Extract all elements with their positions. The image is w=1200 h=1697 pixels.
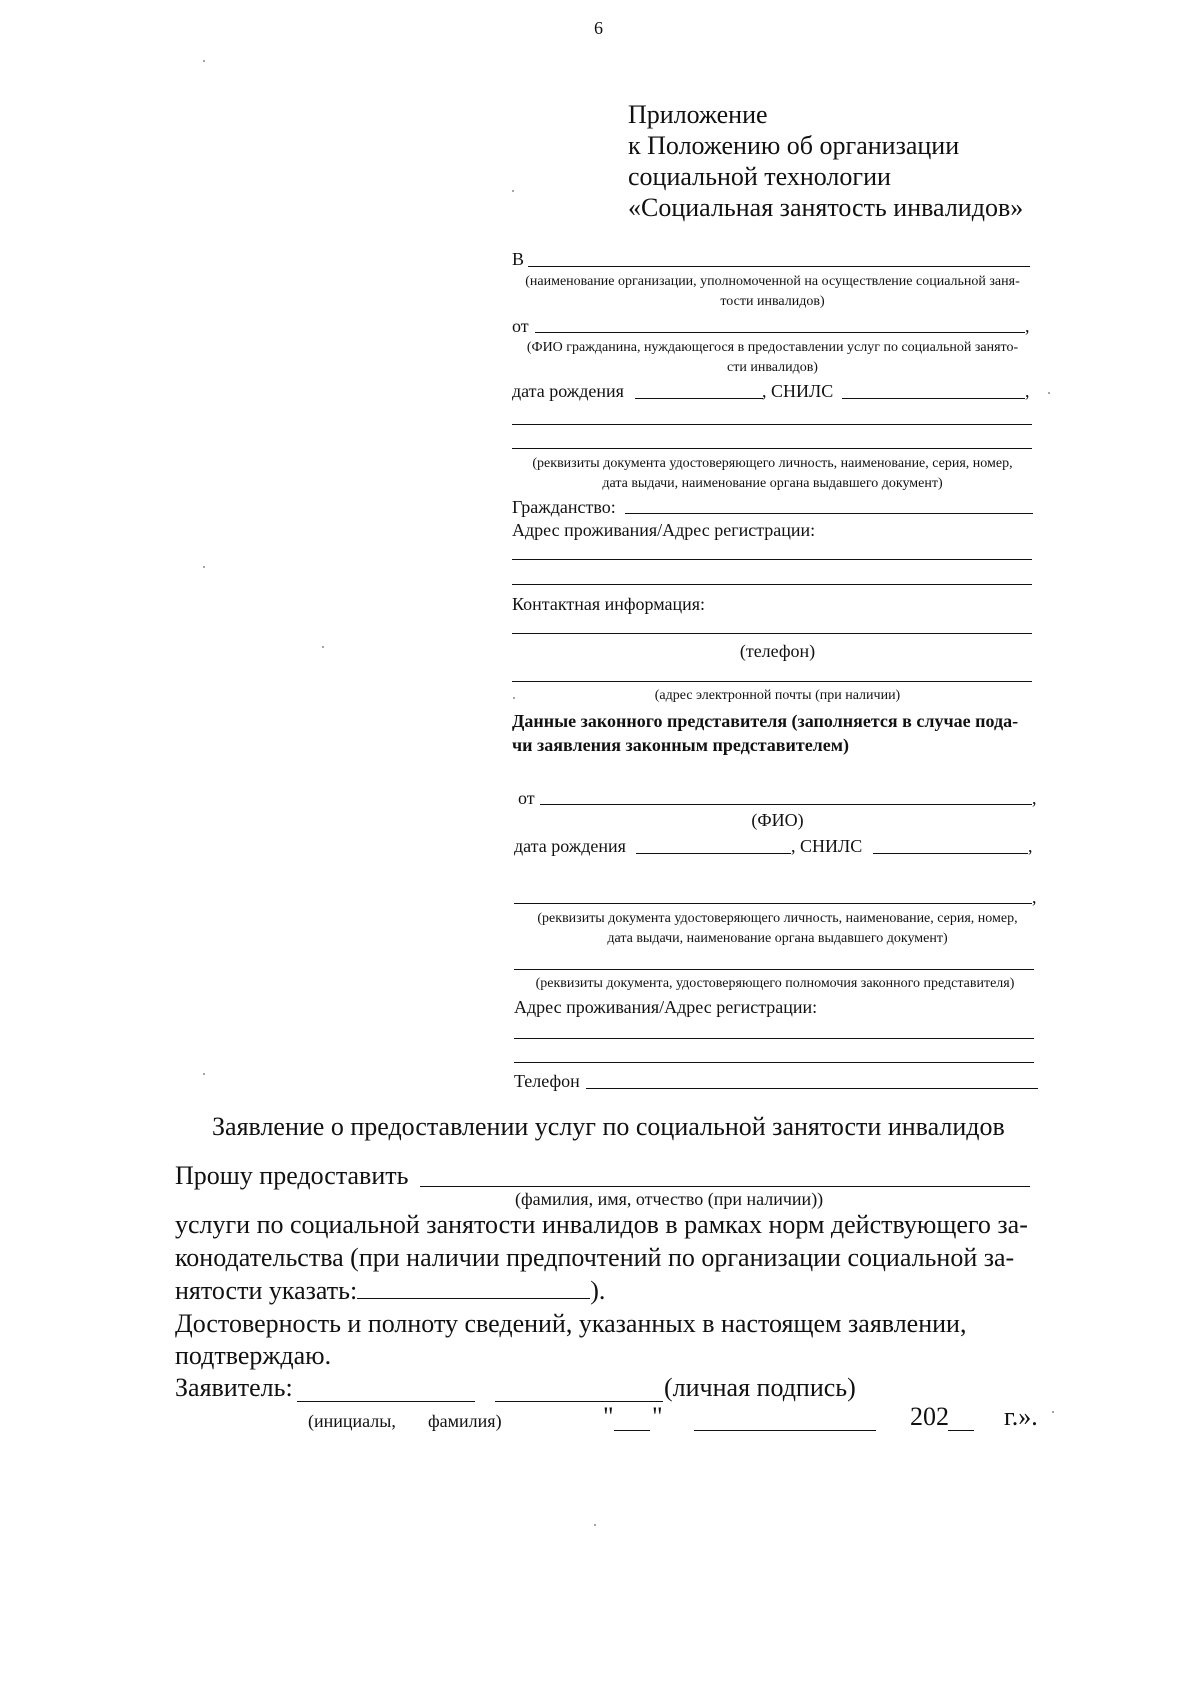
- representative-snils-label: , СНИЛС: [791, 836, 863, 856]
- applicant-fio-field[interactable]: [535, 332, 1025, 333]
- comma: ,: [1025, 381, 1030, 401]
- representative-snils-field[interactable]: [873, 853, 1028, 854]
- representative-address-field-2[interactable]: [514, 1062, 1034, 1063]
- representative-heading-2: чи заявления законным представителем): [512, 735, 850, 755]
- representative-phone-label: Телефон: [514, 1071, 580, 1091]
- citizenship-label: Гражданство:: [512, 497, 616, 517]
- identity-doc-field-2[interactable]: [512, 448, 1032, 449]
- appendix-line-4: «Социальная занятость инвалидов»: [628, 193, 1024, 222]
- comma: ,: [1032, 788, 1037, 808]
- quote-open: ": [603, 1402, 614, 1431]
- email-caption: (адрес электронной почты (при наличии): [654, 688, 901, 703]
- citizenship-field[interactable]: [625, 513, 1033, 514]
- year-prefix: 202: [910, 1402, 949, 1431]
- confirmation-line-2: подтверждаю.: [175, 1341, 332, 1370]
- snils-label: , СНИЛС: [762, 381, 834, 401]
- representative-fio-caption: (ФИО): [751, 810, 804, 830]
- day-field[interactable]: [614, 1430, 650, 1431]
- organization-field[interactable]: [528, 266, 1030, 267]
- comma: ,: [1025, 316, 1030, 336]
- representative-doc-caption-1: (реквизиты документа удостоверяющего личность, наименование, серия, номер,: [537, 911, 1018, 926]
- representative-fio-field[interactable]: [540, 804, 1032, 805]
- address-field-2[interactable]: [512, 584, 1032, 585]
- year-field[interactable]: [948, 1430, 974, 1431]
- scan-speck: [322, 646, 324, 648]
- statement-title: Заявление о предоставлении услуг по социальной занятости инвалидов: [212, 1112, 1005, 1141]
- year-suffix: г.».: [1004, 1402, 1038, 1431]
- scan-speck: [203, 1073, 205, 1075]
- fio-caption-1: (ФИО гражданина, нуждающегося в предоставлении услуг по социальной занято-: [526, 340, 1019, 355]
- appendix-title: Приложение: [628, 100, 768, 129]
- email-field[interactable]: [512, 681, 1032, 682]
- organization-caption-2: тости инвалидов): [720, 294, 825, 309]
- comma: ,: [1028, 836, 1033, 856]
- address-field-1[interactable]: [512, 559, 1032, 560]
- scan-speck: [1048, 392, 1050, 394]
- representative-address-label: Адрес проживания/Адрес регистрации:: [514, 997, 818, 1017]
- statement-body-1: услуги по социальной занятости инвалидов в рамках норм действующего за-: [175, 1210, 1028, 1239]
- initials-caption: (инициалы,: [308, 1411, 396, 1431]
- recipient-name-field[interactable]: [420, 1186, 1030, 1187]
- statement-body-3: [175, 1276, 605, 1306]
- phone-caption: (телефон): [739, 641, 816, 661]
- signature-caption: (личная подпись): [664, 1373, 856, 1402]
- representative-birth-field[interactable]: [636, 853, 791, 854]
- statement-body-2: конодательства (при наличии предпочтений по организации социальной за-: [175, 1243, 1015, 1272]
- scan-speck: [1052, 1411, 1054, 1413]
- appendix-line-2: к Положению об организации: [628, 131, 960, 160]
- from-label: от: [512, 316, 529, 336]
- representative-from-label: от: [518, 788, 535, 808]
- authority-doc-caption: (реквизиты документа, удостоверяющего полномочия законного представителя): [535, 976, 1015, 991]
- scan-speck: [203, 566, 205, 568]
- page-number: 6: [594, 18, 603, 38]
- statement-body-3-end: ).: [590, 1276, 606, 1305]
- to-label: В: [512, 249, 525, 269]
- identity-doc-field-1[interactable]: [512, 424, 1032, 425]
- initials-field[interactable]: [297, 1401, 475, 1402]
- applicant-label: Заявитель:: [175, 1373, 293, 1402]
- representative-birth-label: дата рождения: [514, 836, 626, 856]
- scan-speck: [203, 60, 205, 62]
- birth-date-field[interactable]: [635, 398, 763, 399]
- snils-field[interactable]: [842, 398, 1025, 399]
- scan-speck: [512, 190, 514, 192]
- comma: ,: [1032, 887, 1037, 907]
- month-field[interactable]: [694, 1430, 876, 1431]
- representative-address-field-1[interactable]: [514, 1038, 1034, 1039]
- quote-close: ": [652, 1402, 663, 1431]
- preferences-field[interactable]: [357, 1276, 590, 1299]
- address-label: Адрес проживания/Адрес регистрации:: [512, 520, 816, 540]
- fio-caption-2: сти инвалидов): [727, 360, 818, 375]
- recipient-name-caption: (фамилия, имя, отчество (при наличии)): [515, 1189, 824, 1209]
- representative-identity-doc-field[interactable]: [514, 903, 1032, 904]
- birth-date-label: дата рождения: [512, 381, 624, 401]
- identity-doc-caption-2: дата выдачи, наименование органа выдавшего документ): [602, 476, 943, 491]
- representative-phone-field[interactable]: [586, 1088, 1038, 1089]
- representative-doc-caption-2: дата выдачи, наименование органа выдавшего документ): [607, 931, 948, 946]
- request-label: Прошу предоставить: [175, 1161, 409, 1190]
- phone-field[interactable]: [512, 633, 1032, 634]
- identity-doc-caption-1: (реквизиты документа удостоверяющего личность, наименование, серия, номер,: [532, 456, 1013, 471]
- organization-caption-1: (наименование организации, уполномоченной на осуществление социальной заня-: [525, 274, 1020, 289]
- confirmation-line-1: Достоверность и полноту сведений, указанных в настоящем заявлении,: [175, 1309, 967, 1338]
- scan-speck: [513, 697, 515, 699]
- statement-body-3-start: нятости указать:: [175, 1276, 358, 1305]
- contact-label: Контактная информация:: [512, 594, 706, 614]
- surname-field[interactable]: [495, 1401, 663, 1402]
- surname-caption: фамилия): [428, 1411, 502, 1431]
- representative-heading-1: Данные законного представителя (заполняется в случае пода-: [512, 711, 1019, 731]
- scan-speck: [594, 1524, 596, 1526]
- authority-doc-field[interactable]: [514, 969, 1034, 970]
- appendix-line-3: социальной технологии: [628, 162, 891, 191]
